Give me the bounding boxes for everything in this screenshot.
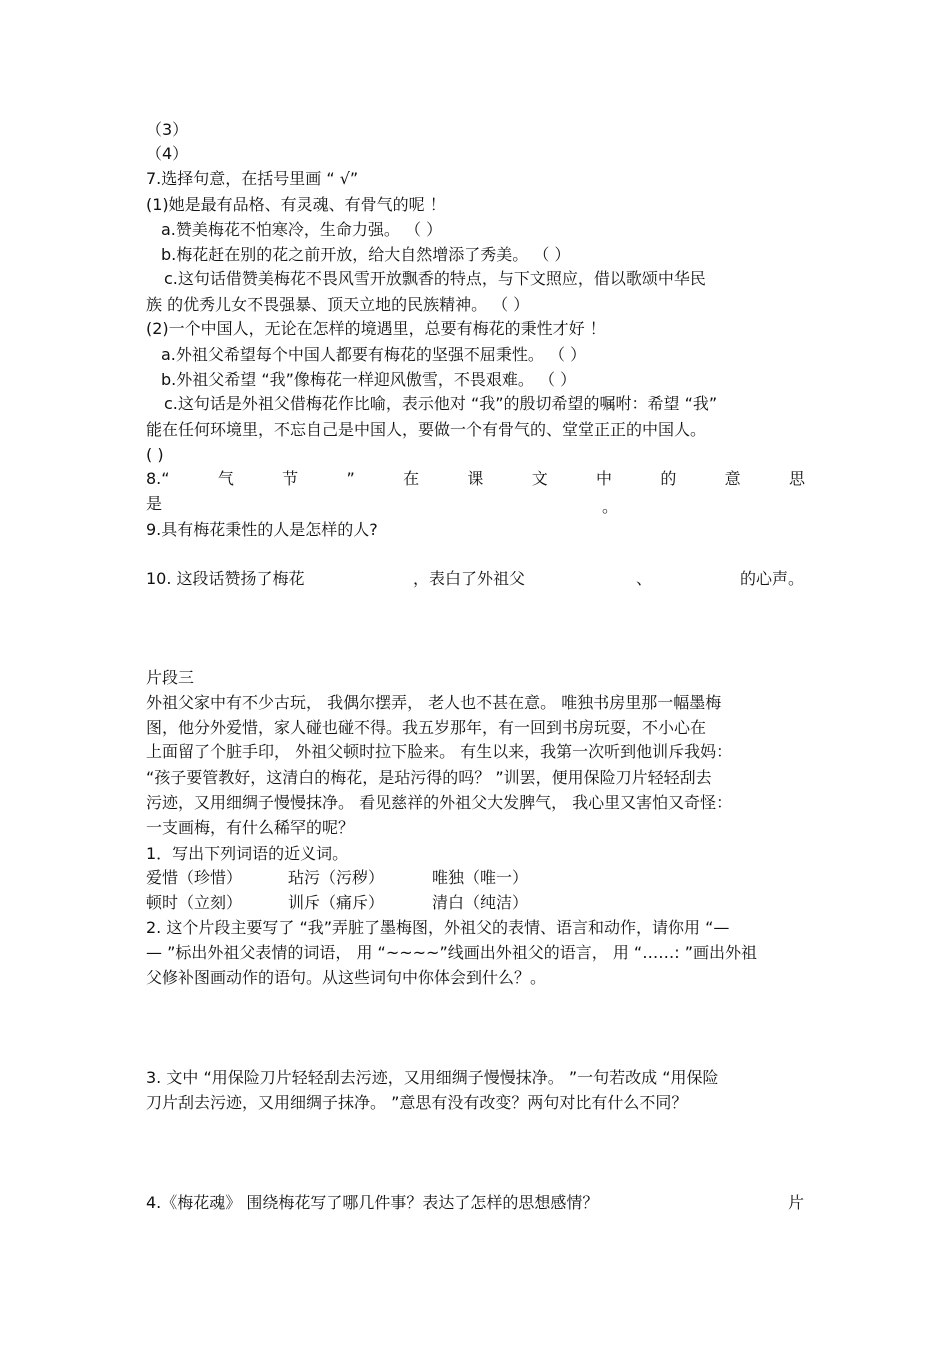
synonym-pair: 玷污（污秽）: [288, 868, 385, 887]
question-8-char: 中: [596, 469, 613, 488]
question-8-line-1: [146, 468, 805, 490]
question-7-2-option-c-line-2: 能在任何环境里，不忘自己是中国人，要做一个有骨气的、堂堂正正的中国人。: [146, 420, 707, 439]
section-3-question-4: 4.《梅花魂》 围绕梅花写了哪几件事？表达了怎样的思想感情？: [146, 1193, 599, 1212]
section-3-question-3-line: 3. 文中 “用保险刀片轻轻刮去污迹，又用细绸子慢慢抹净。 ”一句若改成 “用保险: [146, 1068, 719, 1087]
question-7-2-option-a: a.外祖父希望每个中国人都要有梅花的坚强不屈秉性。 （ ）: [161, 345, 587, 364]
section-3-question-2-line: — ”标出外祖父表情的词语， 用 “~~~~”线画出外祖父的语言， 用 “……: ”画出外祖: [146, 943, 757, 962]
question-7-sentence-1: (1)她是最有品格、有灵魂、有骨气的呢 ！: [146, 195, 446, 214]
question-7-2-option-b: b.外祖父希望 “我”像梅花一样迎风傲雪，不畏艰难。 （ ）: [161, 370, 577, 389]
question-8-char: 思: [788, 469, 805, 488]
synonym-pair: 爱惜（珍惜）: [146, 868, 243, 887]
section-3-question-2-line: 2. 这个片段主要写了 “我”弄脏了墨梅图，外祖父的表情、语言和动作，请你用 “—: [146, 918, 730, 937]
question-8-char: 气: [217, 469, 234, 488]
question-7-1-option-c-line-2: 族 的优秀儿女不畏强暴、顶天立地的民族精神。 （ ）: [146, 295, 530, 314]
section-3-paragraph-line: 上面留了个脏手印， 外祖父顿时拉下脸来。 有生以来，我第一次听到他训斥我妈：: [146, 742, 733, 761]
section-3-paragraph-line: 外祖父家中有不少古玩， 我偶尔摆弄， 老人也不甚在意。 唯独书房里那一幅墨梅: [146, 693, 722, 712]
synonym-pair: 训斥（痛斥）: [288, 893, 385, 912]
section-3-title: 片段三: [146, 668, 195, 687]
question-8-char: 在: [403, 469, 420, 488]
section-3-question-4-tail: 片: [788, 1193, 805, 1212]
section-3-question-3-line: 刀片刮去污迹，又用细绸子抹净。 ”意思有没有改变？两句对比有什么不同？: [146, 1093, 688, 1112]
section-3-paragraph-line: 污迹，又用细绸子慢慢抹净。 看见慈祥的外祖父大发脾气， 我心里又害怕又奇怪：: [146, 793, 733, 812]
question-10-part-1: 10. 这段话赞扬了梅花: [146, 569, 305, 588]
section-3-paragraph-line: 图，他分外爱惜，家人碰也碰不得。我五岁那年，有一回到书房玩耍，不小心在: [146, 718, 707, 737]
question-10-part-4: 的心声。: [740, 569, 805, 588]
question-10-part-2: ，表白了外祖父: [413, 569, 526, 588]
question-10-part-3: 、: [636, 569, 653, 588]
section-3-paragraph-line: 一支画梅，有什么稀罕的呢？: [146, 818, 355, 837]
question-7-1-option-c-line-1: c.这句话借赞美梅花不畏风雪开放飘香的特点，与下文照应，借以歌颂中华民: [164, 269, 706, 288]
question-9: 9.具有梅花秉性的人是怎样的人?: [146, 520, 378, 539]
synonym-pair: 顿时（立刻）: [146, 893, 243, 912]
question-7-1-option-b: b.梅花赶在别的花之前开放，给大自然增添了秀美。 （ ）: [161, 245, 571, 264]
question-8-char: ”: [346, 469, 355, 488]
question-8-end: 。: [602, 497, 619, 516]
question-7-2-option-c-line-3: ( ): [146, 445, 164, 464]
synonym-pair: 清白（纯洁）: [432, 893, 529, 912]
question-7-title: 7.选择句意，在括号里画 “ √”: [146, 169, 359, 188]
section-3-question-1-title: 1．写出下列词语的近义词。: [146, 844, 349, 863]
question-7-2-option-c-line-1: c.这句话是外祖父借梅花作比喻，表示他对 “我”的殷切希望的嘱咐：希望 “我”: [164, 394, 718, 413]
question-8-char: 意: [724, 469, 741, 488]
section-3-question-2-line: 父修补图画动作的语句。从这些词句中你体会到什么？。: [146, 968, 547, 987]
question-7-1-option-a: a.赞美梅花不怕寒冷，生命力强。 （ ）: [161, 220, 443, 239]
question-8-char: 课: [467, 469, 484, 488]
question-7-sentence-2: (2)一个中国人，无论在怎样的境遇里，总要有梅花的秉性才好 ！: [146, 319, 606, 338]
question-8-char: 8.“: [146, 469, 170, 488]
question-8-char: 文: [531, 469, 548, 488]
question-8-char: 节: [282, 469, 299, 488]
item-4-label: （4）: [146, 144, 189, 163]
synonym-pair: 唯独（唯一）: [432, 868, 529, 887]
question-8-char: 的: [660, 469, 677, 488]
section-3-paragraph-line: “孩子要管教好，这清白的梅花，是玷污得的吗？ ”训罢，便用保险刀片轻轻刮去: [146, 768, 712, 787]
item-3-label: （3）: [146, 120, 189, 139]
question-8-line-2: 是: [146, 494, 163, 513]
